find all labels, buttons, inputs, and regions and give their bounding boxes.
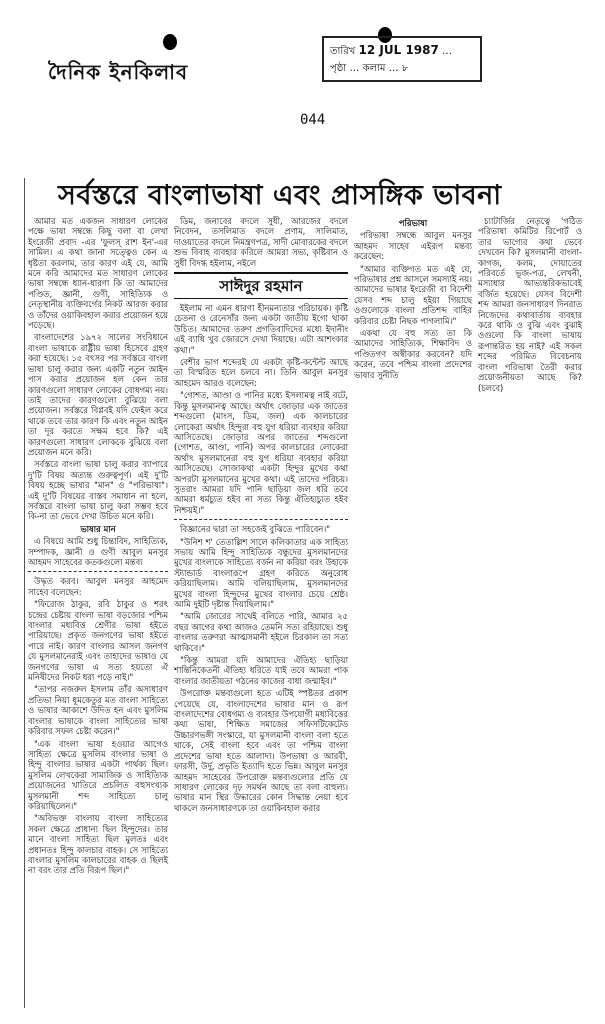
paragraph: ইইলাম না এমন ধারণা হীনমন্যতার পরিচায়ক। কৃষ্টি চেতনা ও রেনেসাঁর জন্য একটা জাতীয় ইগো থাকা উচিত। আমাদের তরুণ প্রগতিবাদিদের মধ্যে ইদানীং এই ব্যাধি খুব জোরসে দেখা দিয়াছে। এটা আশংকার কথা।" [174, 303, 348, 355]
paragraph: এ বিষয়ে আমি শুধু চিন্তাবিদ, সাহিত্যিক, সম্পাদক, জ্ঞানী ও গুণী আবুল মনসুর আহমদ সাহেবের কতকগুলো মন্তব্য [28, 536, 168, 567]
article-column-2 [174, 216, 348, 815]
paragraph: "গোশত, আণ্ডা ও পানির মধ্যে ইসলামত্ব নাই বটে, কিন্তু মুসলমানত্ব আছে। অর্থাৎ জোড়ার এক জাতের শব্দগুলো (মাংস, ডিম, জল) এক কালচারের লোকেরা অর্থাৎ হিন্দুরা বহু যুগ ধরিয়া ব্যবহার করিয়া আসিতেছে। জোড়ার অপর জাতের শব্দগুলো (গোশত, আণ্ডা, পানি) অপর কালচারের লোকেরা অর্থাৎ মুসলমানেরা বহু যুগ ধরিয়া ব্যবহার করিয়া আসিতেছে। সোজাকথা একটা হিন্দুর মুখের কথা অপরটা মুসলমানের মুখের কথা। এই তাদের পরিচয়। সুতরাং আমরা যদি পানি ছাড়িয়া জল ধরি তবে আমরা ধর্মচ্যুত হইব না সত্য কিন্তু ঐতিহ্যচ্যুত হইব নিশ্চয়ই।" [174, 390, 348, 515]
paragraph: "তাপর নজরুল ইসলাম তাঁর অসাধারণ প্রতিভা নিয়া ধূমকেতুর মত বাংলা সাহিত্যে ও ভাষার আকাশে উদিত হন এবং মুসলিম বাংলার ভাষাকে বাংলা সাহিত্যের ভাষা করিবার সফল চেষ্টা করেন।" [28, 684, 168, 737]
subheading-terminology: পরিভাষা [398, 218, 428, 228]
paragraph: "ফিরোজ ঠাকুর, রবি ঠাকুর ও শরৎ চন্দ্রের চেষ্টায় বাংলা ভাষা বড়জোর পশ্চিম বাংলার মধ্যবিত্ত শ্রেণীর ভাষা হইতে পারিয়াছে। প্রকৃত জনগণের ভাষা হইতে পারে নাই। কারণ বাংলার আসল জনগণ যে মুসলমানেরাই এবং তাহাদের ভাষাও যে জনগণের ভাষা এ সত্য হয়তো ঐ মনিষীদের নিকট ধরা পড়ে নাই।" [28, 599, 168, 683]
paragraph: আমার মত একজন সাধারণ লোকের পক্ষে ভাষা সম্বন্ধে কিছু বলা বা লেখা ইংরেজী প্রবাদ -এর 'ফুলস্‌ রাশ ইন'-এর সামিল। এ কথা জানা সত্ত্বেও কেন এ ধৃষ্টতা করলাম, তার কারণ এই যে, আমি মনে করি আমাদের মত সাধারণ লোকের ভাষা সম্বন্ধে ধ্যান-ধারণা কি তা আমাদের পণ্ডিত, জ্ঞানী, গুণী, সাহিত্যিক ও নেতৃস্থানীয় ব্যক্তিবর্গের নিকট আরজ করার ও তাঁদের ওয়াকিবহাল করার প্রয়োজন হয়ে পড়েছে। [28, 216, 168, 331]
paragraph: বেশীর ভাগ শব্দেরই যে একটা কৃষ্টি-কন্টেন্ট আছে তা বিস্মরিত হলে চলবে না। তিনি আবুল মনসুর আহমেদ আরও বলেছেন: [174, 357, 348, 388]
paragraph: চ্যাটার্জির নেতৃত্বে 'গঠিত পরিভাষা কমিটির রিপোর্ট ও তার ভাগ্যের কথা ভেবে দেখবেন কি? মুসলমানী বাংলা-কাগজ, কলম, দোয়াতের পরিবর্তে ভূজ-পত্র, লেখনী, মস্যাধার আভ্যন্তরিকভাবেই বর্জিত হয়েছে। যেসব বিদেশী শব্দ আমরা জনসাধারণ দিনরাত নিজেদের কথাবার্তায় ব্যবহার করে থাকি ও বুঝি এবং বুঝাই ওগুলো কি বাংলা ভাষায় রূপান্তরিত হয় নাই? এই সকল শব্দের পরিমিত বিবেচনায় বাংলা পরিভাষা তৈরী করার প্রয়োজনীয়তা আছে কি? (চলবে) [478, 216, 582, 393]
paragraph: উদ্ধৃত করব। আবুল মনসুর আহমেদ সাহেব বলেছেন: [28, 576, 168, 597]
article-column-3 [354, 216, 472, 382]
paragraph: "এক বাংলা ভাষা হওয়ার আগেও সাহিত্য ক্ষেত্রে মুসলিম বাংলার ভাষা ও হিন্দু বাংলার ভাষার একটা পার্থক্য ছিল। মুসলিম লেখকেরা সামাজিক ও সাহিত্যিক প্রয়োজনের খাতিরে প্রচলিত বহুসংখ্যক মুসলমানী শব্দ সাহিত্যে চালু করিয়াছিলেন।" [28, 738, 168, 811]
column-number: ৮ [401, 63, 409, 74]
author-byline: সাঈদুর রহমান [174, 272, 348, 299]
divider [174, 519, 348, 520]
page-number: 044 [300, 112, 326, 128]
paragraph: বিজ্ঞানের দ্বারা তা সহজেই বুঝিতে পারিবেন।" [180, 524, 331, 535]
page-label: পৃষ্ঠা [330, 63, 347, 74]
paragraph: উপরোক্ত মন্তব্যগুলো হতে এটিই স্পষ্টতর প্রকাশ পেয়েছে যে, বাংলাদেশের ভাষার মান ও রূপ বাংলাদেশের বোধগম্য ও ব্যবহার উপযোগী মধ্যবিত্তের কথ্য ভাষা, শিক্ষিত সমাজের সফিসটিকেটেড উচ্চারণভঙ্গী সংস্কারে, যা মুসলমানী বাংলা বলা হতে থাকে, সেই বাংলা হবে এবং তা পশ্চিম বাংলা প্রদেশের ভাষা হতে আলাদা। উপভাষা ও আরবী, ফারসী, উর্দু, প্রভৃতি ইত্যাদি হতে ভিন্ন। আবুল মনসুর আহমদ সাহেবের উপরোক্ত মন্তব্যগুলোর প্রতি যে সাধারণ লোকের দৃঢ় সমর্থন আছে তা বলা বাহুল্য। ভাষার মান স্থির উদ্ধারের কোন সিদ্ধান্ত নেয়া হবে থাকলে জনসাধারণকে তা ওয়াকিবহাল করার [174, 688, 348, 813]
article-headline: সর্বস্তরে বাংলাভাষা এবং প্রাসঙ্গিক ভাবনা [58, 180, 502, 211]
paragraph: "আমি জোরের সাথেই বলিতে পারি, আমার ২৫ বছর আগের কথা আজও তেমনি সত্য রহিয়াছে। শুধু বাংলার তরুণরা আত্মসমানী হইলে চিরকাল তা সত্য থাকিবে।" [174, 611, 348, 653]
divider [28, 571, 168, 572]
paragraph: পরিভাষা সম্বন্ধে আবুল মনসুর আহমদ সাহেব এইরূপ মন্তব্য করেছেন: [354, 230, 472, 262]
punch-hole [163, 34, 177, 50]
paragraph: "কিন্তু আমরা যদি আমাদের ঐতিহ্য ছাড়িয়া শান্তিনিকেতনী ঐতিহ্য ধরিতে যাই তবে আমরা পাক বাংলার জাতীয়তা গঠনের কাজের বাধা জন্মাইব।" [174, 655, 348, 686]
newspaper-masthead: দৈনিক ইনকিলাব [48, 60, 189, 84]
date-label: তারিখ [330, 46, 356, 57]
paragraph: "অবিভক্ত বাংলায় বাংলা সাহিত্যের সকল ক্ষেত্রে প্রাধান্য ছিল হিন্দুদের। তার মানে বাংলা সাহিত্য ছিল মুলতঃ এবং প্রধানতঃ হিন্দু কালচার বাহক। সে সাহিত্যে বাংলার মুসলিম কালচারের বাহক ও ছিলই না বরং তার প্রতি বিরূপ ছিল।" [28, 813, 168, 876]
paragraph: "উনিশ শ' তেতাল্লিশ সালে কলিকাতার এক সাহিত্য সভায় আমি হিন্দু সাহিত্যিক বন্ধুদের মুসলমানদের মুখের বাংলাকে সাহিত্যে বর্জন না করিয়া বরং উহাকে স্ট্যান্ডার্ড বাংলারূপে গ্রহণ করিতে অনুরোধ করিয়াছিলাম। আমি বলিয়াছিলাম, মুসলমানদের মুখের বাংলা হিন্দুদের মুখের বাংলার চেয়ে শ্রেষ্ঠ। আমি দুইটি দৃষ্টান্ত দিয়াছিলাম।" [174, 536, 348, 609]
paragraph: সর্বস্তরে বাংলা ভাষা চালু করার ব্যাপারে দু'টি বিষয় অত্যন্ত গুরুত্বপূর্ণ। এই দু'টি বিষয় হচ্ছে ভাষার "মান" ও "পরিভাষা"। এই দু'টি বিষয়ের বাস্তব সমাধান না হলে, সর্বস্তরে বাংলা ভাষা চালু করা সম্ভব হবে কি-না তা ভেবে দেখা উচিত মনে করি। [28, 459, 168, 522]
paragraph: ডিম, জনাবের বদলে সুধী, আরজের বদলে নিবেদন, তসলিমাত বদলে প্রণাম, সালিমাত, দাওয়াতের বদলে নিমন্ত্রণপত্র, সাদী মোবারকের বদলে শুভ বিবাহ ব্যবহার করিলে আমরা সভ্য, কৃষ্টিবান ও সুধী বিদগ্ধ হইলাম, নইলে [174, 216, 348, 268]
paragraph: একথা যে বহু সত্য তা কি আমাদের সাহিত্যিক, শিক্ষাবিদ ও পণ্ডিতগণ অস্বীকার করবেন? যদি করেন, তবে পশ্চিম বাংলা প্রদেশের ভাষার সুনীতি [354, 328, 472, 380]
paragraph: বাংলাদেশের ১৯৭২ সালের সংবিধানে বাংলা ভাষাকে রাষ্ট্রীয় ভাষা হিসেবে গ্রহণ করা হয়েছে। ১৫ বৎসর পর সর্বস্তরে বাংলা ভাষা চালু করার জন্য একটি নতুন আইন পাস করার প্রয়োজন হল কেন তার কারণগুলো সাধারণ লোকের বোধগম্য নয়। তাই তাদের কারণগুলো বুঝিয়ে বলা প্রয়োজন। সর্বস্তরে বিপ্লবই যদি ফেইল করে থাকে তবে তার কারণ কি এবং নতুন আইন তা দূর করতে সক্ষম হবে কি? এই কারণগুলো সাধারণ লোককে বুঝিয়ে বলা প্রয়োজন মনে করি। [28, 332, 168, 457]
column-label: কলাম [362, 63, 386, 74]
stamp-date: 12 JUL 1987 [358, 43, 439, 57]
paragraph: "আমার ব্যক্তিগত মত এই যে, পরিভাষার প্রশ্ন আসলে সমস্যাই নয়। আমাদের ভাষার ইংরেজী বা বিদেশী যেসব শব্দ চালু হইয়া গিয়াছে ওগুলোকে বাংলা প্রতিশব্দ বাহির করিবার চেষ্টা নিছক পাগলামি।" [354, 263, 472, 326]
date-stamp: তারিখ 12 JUL 1987 … পৃষ্ঠা … কলাম … ৮ [322, 36, 482, 82]
article-column-4 [478, 216, 582, 395]
article-column-1 [28, 216, 168, 878]
subheading-language-standard: ভাষার মান [80, 523, 116, 534]
